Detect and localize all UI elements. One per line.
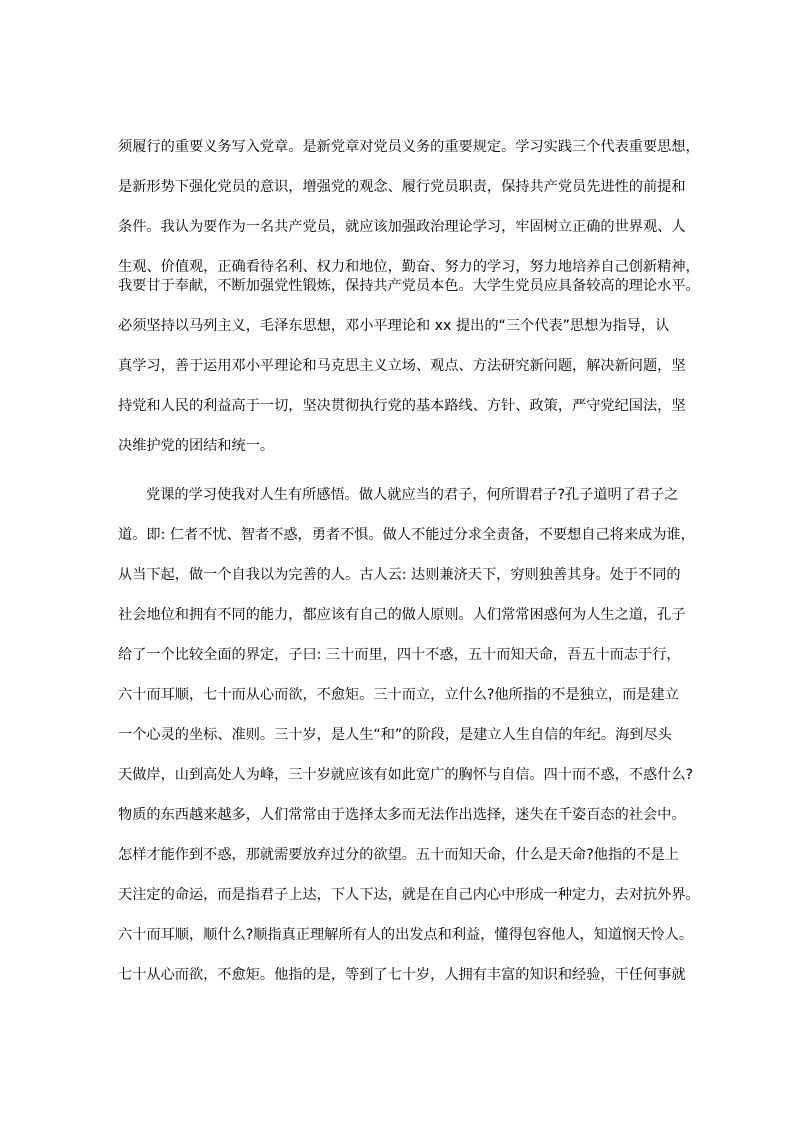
- text-line: 社会地位和拥有不同的能力，都应该有自己的做人原则。人们常常困惑何为人生之道，孔子: [118, 607, 686, 623]
- text-line: 天注定的命运，而是指君子上达，下人下达，就是在自己内心中形成一种定力，去对抗外界。: [118, 887, 700, 903]
- text-line: 怎样才能作到不惑，那就需要放弃过分的欲望。五十而知天命，什么是天命?他指的不是上: [118, 847, 679, 863]
- text-line: 须履行的重要义务写入党章。是新党章对党员义务的重要规定。学习实践三个代表重要思想，: [118, 139, 700, 155]
- text-line: 条件。我认为要作为一名共产党员，就应该加强政治理论学习，牢固树立正确的世界观、人: [118, 219, 686, 235]
- text-line: 七十从心而欲，不愈矩。他指的是，等到了七十岁，人拥有丰富的知识和经验，干任何事就: [118, 967, 686, 983]
- text-line: 六十而耳顺，顺什么?顺指真正理解所有人的出发点和利益，懂得包容他人，知道悯天怜人。: [118, 927, 694, 943]
- text-line: 我要甘于奉献，不断加强党性锻炼，保持共产党员本色。大学生党员应具备较高的理论水平。: [118, 278, 700, 294]
- text-line: 真学习，善于运用邓小平理论和马克思主义立场、观点、方法研究新问题，解决新问题，坚: [118, 358, 686, 374]
- text-line: 持党和人民的利益高于一切，坚决贯彻执行党的基本路线、方针、政策，严守党纪国法，坚: [118, 398, 686, 414]
- text-line: 生观、价值观，正确看待名利、权力和地位，勤奋、努力的学习，努力地培养自己创新精神，: [118, 259, 700, 275]
- text-line: 物质的东西越来越多，人们常常由于选择太多而无法作出选择，迷失在千姿百态的社会中。: [118, 807, 686, 823]
- paragraph-first-line: 党课的学习使我对人生有所感悟。做人就应当的君子，何所谓君子?孔子道明了君子之: [146, 487, 679, 503]
- text-line: 一个心灵的坐标、准则。三十岁，是人生“和”的阶段，是建立人生自信的年纪。海到尽头: [118, 727, 672, 743]
- text-line: 是新形势下强化党员的意识，增强党的观念、履行党员职责，保持共产党员先进性的前提和: [118, 179, 686, 195]
- text-line: 天做岸，山到高处人为峰，三十岁就应该有如此宽广的胸怀与自信。四十而不惑，不惑什么?: [118, 767, 694, 783]
- text-line: 六十而耳顺，七十而从心而欲，不愈矩。三十而立，立什么?他所指的不是独立，而是建立: [118, 687, 679, 703]
- text-line: 从当下起，做一个自我以为完善的人。古人云: 达则兼济天下，穷则独善其身。处于不同的: [118, 567, 681, 583]
- text-line: 给了一个比较全面的界定，子曰: 三十而里，四十不惑，五十而知天命，吾五十而志于行，: [118, 647, 681, 663]
- text-line: 决维护党的团结和统一。: [118, 438, 275, 454]
- text-line: 道。即: 仁者不忧、智者不惑，勇者不惧。做人不能过分求全责备，不要想自己将来成为谁，: [118, 527, 695, 543]
- text-line: 必须坚持以马列主义，毛泽东思想，邓小平理论和 xx 提出的“三个代表”思想为指导，认: [118, 318, 670, 334]
